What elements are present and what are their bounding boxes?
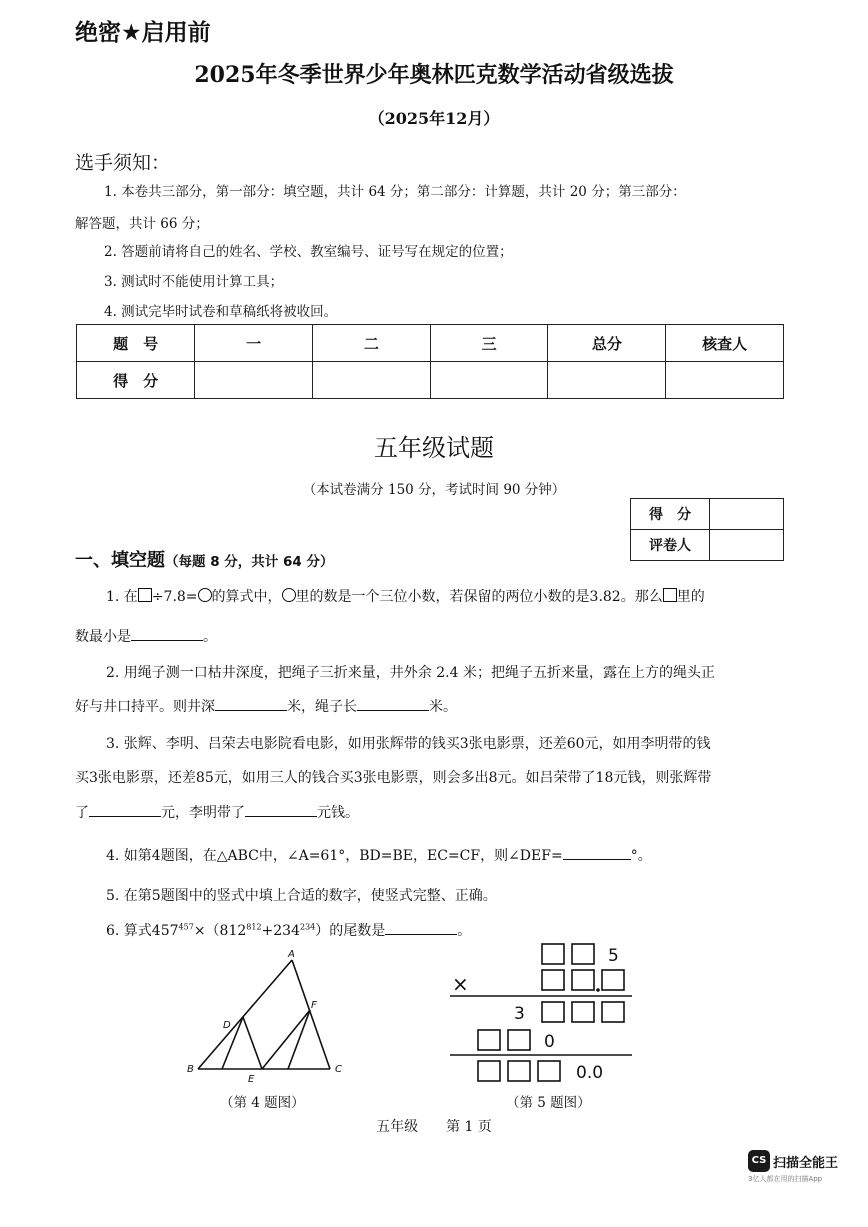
score-header: 题 号 bbox=[77, 325, 195, 362]
question-2-line2 bbox=[75, 696, 457, 716]
q6-text: ×（812 bbox=[193, 923, 247, 939]
label-e: E bbox=[248, 1074, 255, 1084]
q4-text: °。 bbox=[630, 848, 652, 864]
question-1-line2 bbox=[75, 626, 217, 646]
camscanner-logo-icon: CS bbox=[748, 1150, 770, 1172]
notice-item: 2. 答题前请将自己的姓名、学校、教室编号、证号写在规定的位置； bbox=[104, 244, 513, 260]
label-f: F bbox=[311, 1000, 317, 1011]
digit-box[interactable] bbox=[508, 1061, 530, 1081]
label-c: C bbox=[335, 1064, 342, 1075]
question-6 bbox=[106, 920, 471, 940]
grader-name-cell[interactable] bbox=[710, 530, 784, 561]
score-table bbox=[76, 324, 784, 399]
segment-f-line bbox=[288, 1010, 310, 1069]
segment-ef bbox=[262, 1010, 310, 1069]
question-3-line2: 买3张电影票，还差85元，如用三人的钱合买3张电影票，则会多出8元。如吕荣带了18元钱，则张辉带 bbox=[75, 770, 712, 786]
square-blank-icon bbox=[663, 588, 677, 602]
question-3-line3 bbox=[75, 802, 359, 822]
figure-5-multiplication bbox=[440, 940, 650, 1090]
score-header: 三 bbox=[430, 325, 548, 362]
figure-4-caption: （第 4 题图） bbox=[220, 1095, 305, 1111]
score-header: 核查人 bbox=[666, 325, 784, 362]
grader-name-label: 评卷人 bbox=[631, 530, 710, 561]
grader-table bbox=[630, 498, 784, 561]
score-cell[interactable] bbox=[430, 362, 548, 399]
digit-zero: 0 bbox=[544, 1032, 555, 1052]
digit-box[interactable] bbox=[478, 1030, 500, 1050]
digit-box[interactable] bbox=[602, 1002, 624, 1022]
q1-text: 数最小是 bbox=[75, 629, 131, 645]
score-header: 总分 bbox=[548, 325, 666, 362]
digit-three: 3 bbox=[514, 1004, 525, 1024]
digit-box[interactable] bbox=[542, 970, 564, 990]
secret-label: 绝密★启用前 bbox=[75, 20, 211, 46]
digit-box[interactable] bbox=[572, 970, 594, 990]
question-4 bbox=[106, 845, 652, 865]
digit-box[interactable] bbox=[572, 944, 594, 964]
q1-text: 的算式中， bbox=[211, 589, 282, 605]
digit-box[interactable] bbox=[538, 1061, 560, 1081]
digit-box[interactable] bbox=[572, 1002, 594, 1022]
section-title bbox=[75, 546, 333, 572]
score-header: 一 bbox=[195, 325, 313, 362]
grade-subtitle: （本试卷满分 150 分，考试时间 90 分钟） bbox=[302, 482, 566, 498]
digit-box[interactable] bbox=[602, 970, 624, 990]
q1-text: 里的数是一个三位小数，若保留的两位小数的是3.82。那么 bbox=[295, 589, 663, 605]
side-ac bbox=[292, 960, 330, 1069]
exam-date: （2025年12月） bbox=[368, 109, 500, 128]
question-2: 2. 用绳子测一口枯井深度，把绳子三折来量，井外余 2.4 米；把绳子五折来量，露在上方的绳头正 bbox=[106, 665, 715, 681]
label-d: D bbox=[223, 1020, 231, 1031]
answer-blank[interactable] bbox=[89, 802, 161, 817]
digit-box[interactable] bbox=[508, 1030, 530, 1050]
square-blank-icon bbox=[138, 588, 152, 602]
circle-blank-icon bbox=[282, 588, 296, 602]
q6-exponent: 457 bbox=[178, 922, 194, 932]
brand-name: 扫描全能王 bbox=[773, 1155, 839, 1171]
section-note: （每题 8 分，共计 64 分） bbox=[165, 554, 334, 570]
notice-item: 1. 本卷共三部分，第一部分：填空题，共计 64 分；第二部分：计算题，共计 20 分；第三部分： bbox=[104, 184, 686, 200]
score-cell[interactable] bbox=[312, 362, 430, 399]
question-3: 3. 张辉、李明、吕荣去电影院看电影，如用张辉带的钱买3张电影票，还差60元，如用李明带的钱 bbox=[106, 736, 711, 752]
label-b: B bbox=[187, 1064, 194, 1075]
q1-text: 1. 在 bbox=[106, 589, 138, 605]
question-5: 5. 在第5题图中的竖式中填上合适的数字，使竖式完整、正确。 bbox=[106, 888, 497, 904]
times-icon: × bbox=[452, 972, 469, 996]
grader-score-cell[interactable] bbox=[710, 499, 784, 530]
q3-text: 了 bbox=[75, 805, 89, 821]
digit-box[interactable] bbox=[542, 1002, 564, 1022]
q6-text: 6. 算式457 bbox=[106, 923, 179, 939]
q3-text: 元，李明带了 bbox=[161, 805, 245, 821]
q1-text: 里的 bbox=[676, 589, 705, 605]
q6-exponent: 812 bbox=[246, 922, 262, 932]
circle-blank-icon bbox=[198, 588, 212, 602]
q2-text: 米。 bbox=[429, 699, 457, 715]
score-cell[interactable] bbox=[666, 362, 784, 399]
decimal-point bbox=[596, 988, 600, 992]
q1-text: ÷7.8= bbox=[151, 589, 198, 605]
score-row-label: 得 分 bbox=[77, 362, 195, 399]
digit-box[interactable] bbox=[542, 944, 564, 964]
q6-text: +234 bbox=[261, 923, 300, 939]
grader-score-label: 得 分 bbox=[631, 499, 710, 530]
score-cell[interactable] bbox=[195, 362, 313, 399]
brand-slogan: 3亿人都在用的扫描App bbox=[748, 1175, 823, 1183]
q2-text: 米，绳子长 bbox=[287, 699, 357, 715]
q6-text: 。 bbox=[457, 923, 472, 939]
scanner-watermark bbox=[748, 1150, 838, 1184]
side-ab bbox=[198, 960, 292, 1069]
q4-text: 4. 如第4题图，在△ABC中，∠A=61°，BD=BE，EC=CF，则∠DEF= bbox=[106, 848, 563, 864]
answer-blank[interactable] bbox=[563, 845, 631, 860]
notice-item: 4. 测试完毕时试卷和草稿纸将被收回。 bbox=[104, 304, 338, 320]
answer-blank[interactable] bbox=[131, 626, 203, 641]
score-header: 二 bbox=[312, 325, 430, 362]
notice-item: 解答题，共计 66 分； bbox=[75, 216, 209, 232]
q6-exponent: 234 bbox=[300, 922, 316, 932]
q6-text: ）的尾数是 bbox=[315, 923, 386, 939]
q2-text: 好与井口持平。则井深 bbox=[75, 699, 215, 715]
digit-box[interactable] bbox=[478, 1061, 500, 1081]
notice-heading: 选手须知： bbox=[75, 152, 171, 174]
answer-blank[interactable] bbox=[357, 696, 429, 711]
notice-item: 3. 测试时不能使用计算工具； bbox=[104, 274, 284, 290]
score-cell[interactable] bbox=[548, 362, 666, 399]
answer-blank[interactable] bbox=[215, 696, 287, 711]
question-1 bbox=[106, 586, 705, 606]
page-footer: 五年级 第 1 页 bbox=[376, 1119, 492, 1135]
digit-five: 5 bbox=[608, 946, 619, 966]
answer-blank[interactable] bbox=[385, 920, 457, 935]
segment-de bbox=[243, 1017, 262, 1069]
answer-blank[interactable] bbox=[245, 802, 317, 817]
q3-text: 元钱。 bbox=[317, 805, 359, 821]
exam-title: 2025年冬季世界少年奥林匹克数学活动省级选拔 bbox=[194, 62, 674, 88]
digit-last: 0.0 bbox=[576, 1063, 604, 1083]
section-title-text: 一、填空题 bbox=[75, 550, 165, 571]
label-a: A bbox=[288, 949, 295, 960]
figure-5-caption: （第 5 题图） bbox=[506, 1095, 591, 1111]
grade-title: 五年级试题 bbox=[374, 434, 494, 462]
figure-4-triangle bbox=[180, 944, 360, 1084]
q1-text: 。 bbox=[203, 629, 217, 645]
